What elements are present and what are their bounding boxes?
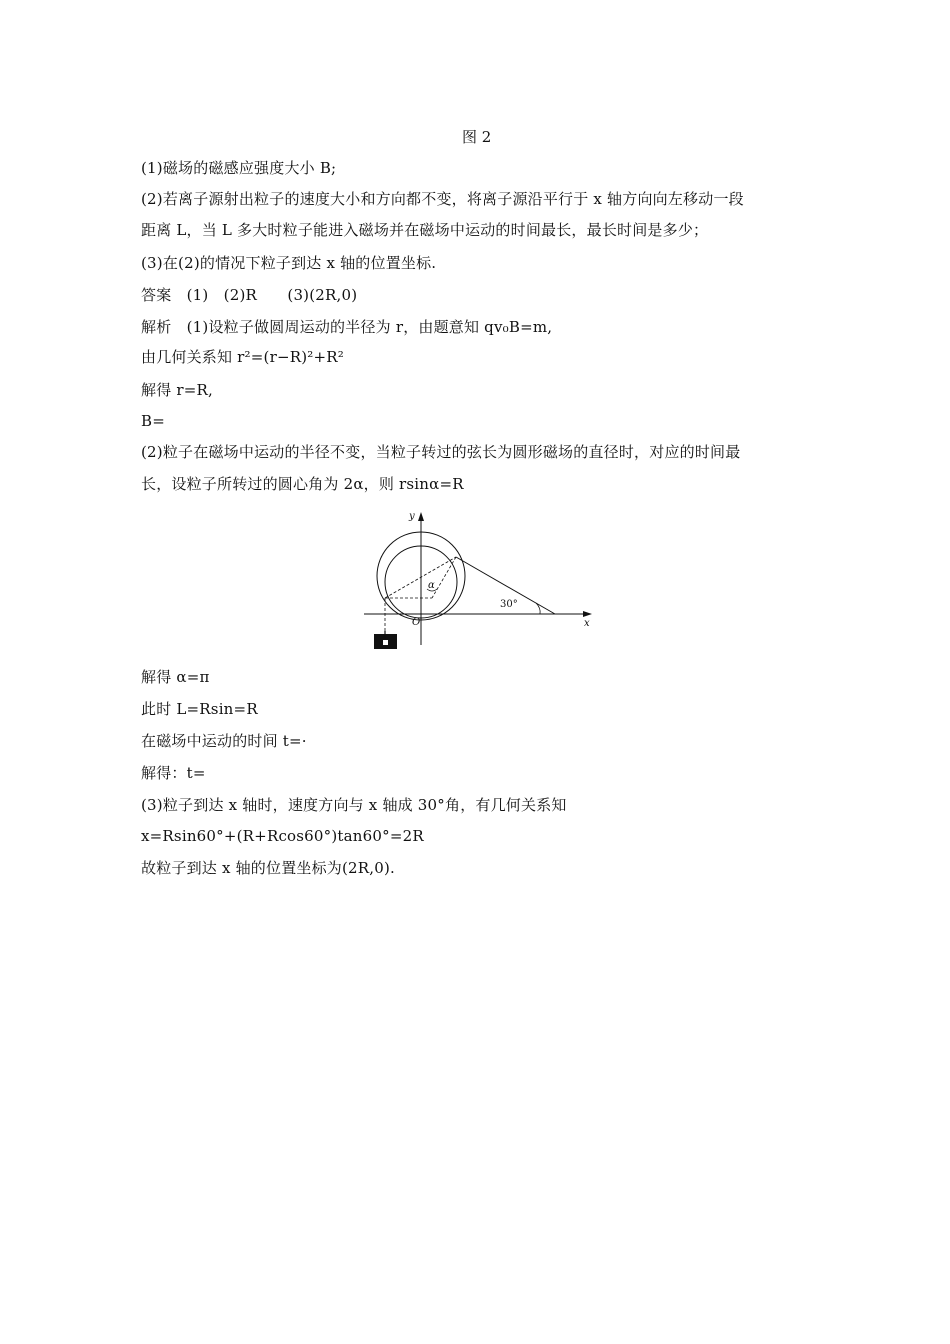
question-3: (3)在(2)的情况下粒子到达 x 轴的位置坐标.: [141, 254, 437, 272]
angle-label: 30°: [500, 599, 518, 610]
analysis-line-4: B=: [141, 412, 165, 430]
analysis-after-line-1: 解得 α=π: [141, 668, 210, 686]
geometry-diagram: [362, 505, 598, 655]
origin-label: O: [412, 617, 421, 628]
x-axis-label: x: [584, 618, 590, 629]
dashed-radius-b: [432, 557, 456, 598]
analysis-line-1: 解析 (1)设粒子做圆周运动的半径为 r，由题意知 qv₀B=m,: [141, 318, 553, 336]
analysis-after-line-7: 故粒子到达 x 轴的位置坐标为(2R,0).: [141, 859, 396, 877]
analysis-line-6: 长，设粒子所转过的圆心角为 2α，则 rsinα=R: [141, 475, 464, 493]
x-axis-arrow: [583, 611, 592, 617]
analysis-after-line-2: 此时 L=Rsin=R: [141, 700, 258, 718]
analysis-after-line-3: 在磁场中运动的时间 t=·: [141, 732, 307, 750]
alpha-label: α: [428, 580, 435, 591]
ion-source-slot: [383, 640, 388, 645]
analysis-after-line-5: (3)粒子到达 x 轴时，速度方向与 x 轴成 30°角，有几何关系知: [141, 796, 567, 814]
answer-line: 答案 (1) (2)R (3)(2R,0): [141, 286, 358, 304]
analysis-line-5: (2)粒子在磁场中运动的半径不变，当粒子转过的弦长为圆形磁场的直径时，对应的时间最: [141, 443, 741, 461]
question-1: (1)磁场的磁感应强度大小 B;: [141, 159, 337, 177]
y-axis-label: y: [409, 511, 415, 522]
question-2-line-2: 距离 L，当 L 多大时粒子能进入磁场并在磁场中运动的时间最长，最长时间是多少；: [141, 221, 709, 239]
y-axis-arrow: [418, 512, 424, 521]
analysis-after-line-4: 解得：t=: [141, 764, 206, 782]
analysis-line-3: 解得 r=R,: [141, 381, 213, 399]
question-2-line-1: (2)若离子源射出粒子的速度大小和方向都不变，将离子源沿平行于 x 轴方向向左移动一段: [141, 190, 744, 208]
analysis-line-2: 由几何关系知 r²=(r−R)²+R²: [141, 348, 344, 366]
analysis-after-line-6: x=Rsin60°+(R+Rcos60°)tan60°=2R: [141, 827, 424, 845]
figure-caption: 图 2: [462, 128, 492, 146]
